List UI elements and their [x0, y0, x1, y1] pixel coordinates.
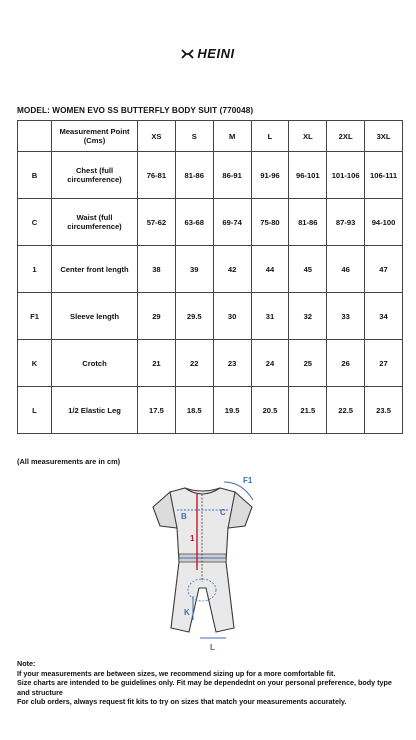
header-size: 2XL — [327, 121, 365, 152]
size-value-cell: 38 — [138, 246, 176, 293]
row-measurement-point: 1/2 Elastic Leg — [52, 387, 138, 434]
size-value-cell: 24 — [251, 340, 289, 387]
size-value-cell: 33 — [327, 293, 365, 340]
row-code: K — [18, 340, 52, 387]
note-line: For club orders, always request fit kits to try on sizes that match your measurements accurately. — [17, 697, 347, 707]
size-value-cell: 22.5 — [327, 387, 365, 434]
size-value-cell: 25 — [289, 340, 327, 387]
table-row — [18, 246, 403, 293]
size-value-cell: 81-86 — [175, 152, 213, 199]
brand-name: HEINI — [197, 46, 235, 61]
size-value-cell: 87-93 — [327, 199, 365, 246]
row-measurement-point: Chest (full circumference) — [52, 152, 138, 199]
note-line: If your measurements are between sizes, we recommend sizing up for a more comfortable fit. — [17, 668, 336, 678]
size-value-cell: 29 — [138, 293, 176, 340]
header-size: M — [213, 121, 251, 152]
size-value-cell: 20.5 — [251, 387, 289, 434]
size-value-cell: 47 — [365, 246, 403, 293]
table-row — [18, 387, 403, 434]
notes-section — [17, 659, 403, 707]
size-value-cell: 91-96 — [251, 152, 289, 199]
label-c: C — [220, 508, 226, 517]
size-value-cell: 21.5 — [289, 387, 327, 434]
header-size: XL — [289, 121, 327, 152]
table-header-row — [18, 121, 403, 152]
size-value-cell: 45 — [289, 246, 327, 293]
label-b: B — [181, 512, 187, 521]
size-value-cell: 21 — [138, 340, 176, 387]
size-value-cell: 34 — [365, 293, 403, 340]
body-suit-diagram — [140, 470, 265, 655]
row-code: F1 — [18, 293, 52, 340]
size-value-cell: 32 — [289, 293, 327, 340]
size-value-cell: 46 — [327, 246, 365, 293]
size-value-cell: 19.5 — [213, 387, 251, 434]
row-measurement-point: Waist (full circumference) — [52, 199, 138, 246]
size-value-cell: 26 — [327, 340, 365, 387]
header-size: L — [251, 121, 289, 152]
label-1: 1 — [190, 534, 195, 543]
size-value-cell: 106-111 — [365, 152, 403, 199]
notes-heading: Note: — [17, 659, 36, 668]
size-value-cell: 30 — [213, 293, 251, 340]
size-value-cell: 23.5 — [365, 387, 403, 434]
size-value-cell: 69-74 — [213, 199, 251, 246]
table-row — [18, 340, 403, 387]
size-value-cell: 75-80 — [251, 199, 289, 246]
row-code: L — [18, 387, 52, 434]
size-value-cell: 29.5 — [175, 293, 213, 340]
size-value-cell: 101-106 — [327, 152, 365, 199]
header-code-cell — [18, 121, 52, 152]
row-code: C — [18, 199, 52, 246]
table-row — [18, 293, 403, 340]
size-value-cell: 81-86 — [289, 199, 327, 246]
header-size: 3XL — [365, 121, 403, 152]
size-value-cell: 44 — [251, 246, 289, 293]
size-value-cell: 57-62 — [138, 199, 176, 246]
row-measurement-point: Sleeve length — [52, 293, 138, 340]
label-f1: F1 — [243, 476, 253, 485]
size-value-cell: 18.5 — [175, 387, 213, 434]
units-note: (All measurements are in cm) — [17, 457, 121, 466]
size-value-cell: 63-68 — [175, 199, 213, 246]
size-chart-table — [17, 120, 403, 434]
size-value-cell: 39 — [175, 246, 213, 293]
header-size: XS — [138, 121, 176, 152]
size-value-cell: 96-101 — [289, 152, 327, 199]
size-value-cell: 27 — [365, 340, 403, 387]
size-value-cell: 17.5 — [138, 387, 176, 434]
row-measurement-point: Center front length — [52, 246, 138, 293]
size-value-cell: 76-81 — [138, 152, 176, 199]
size-value-cell: 42 — [213, 246, 251, 293]
row-code: B — [18, 152, 52, 199]
model-title: MODEL: WOMEN EVO SS BUTTERFLY BODY SUIT (770048) — [17, 106, 254, 115]
size-value-cell: 22 — [175, 340, 213, 387]
size-value-cell: 94-100 — [365, 199, 403, 246]
size-value-cell: 86-91 — [213, 152, 251, 199]
note-line: Size charts are intended to be guidelines only. Fit may be dependednt on your personal preference, body type and structure — [17, 678, 392, 697]
header-size: S — [175, 121, 213, 152]
label-l: L — [210, 643, 215, 652]
row-code: 1 — [18, 246, 52, 293]
table-row — [18, 199, 403, 246]
size-value-cell: 31 — [251, 293, 289, 340]
header-measurement-point: Measurement Point (Cms) — [52, 121, 138, 152]
size-value-cell: 23 — [213, 340, 251, 387]
heini-logo-icon — [181, 49, 194, 59]
label-k: K — [184, 608, 190, 617]
row-measurement-point: Crotch — [52, 340, 138, 387]
brand-logo — [0, 46, 416, 61]
table-row — [18, 152, 403, 199]
